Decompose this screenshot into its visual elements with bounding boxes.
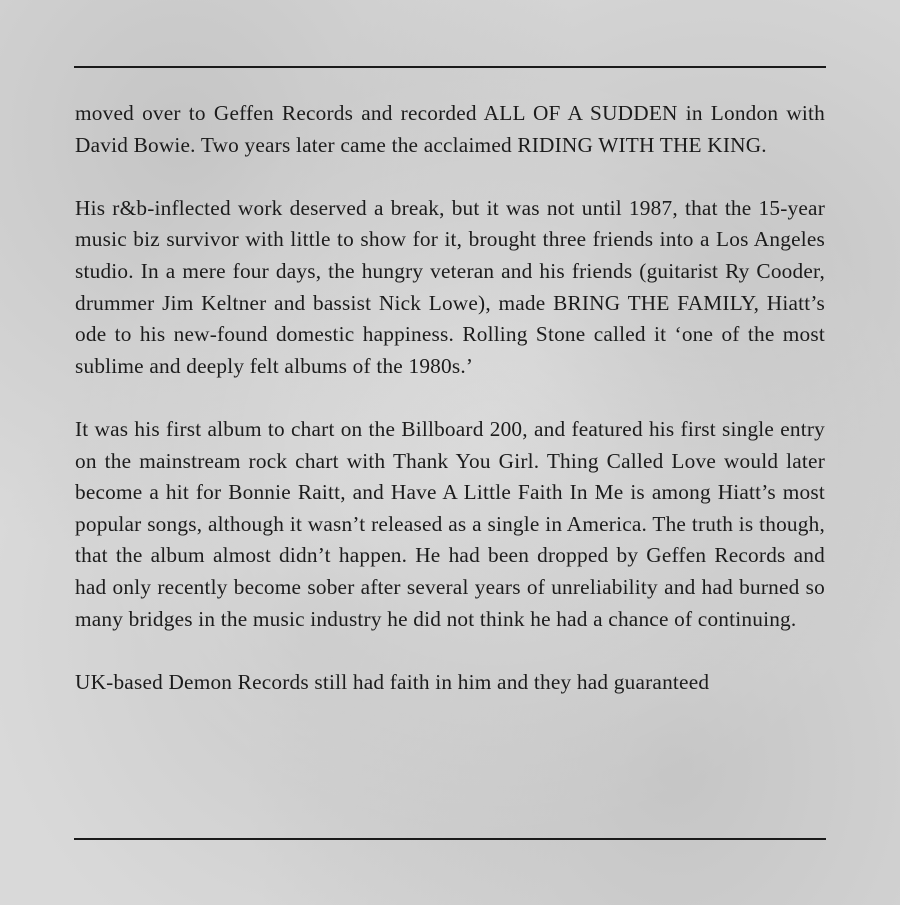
bottom-divider — [74, 838, 826, 840]
paragraph-2: His r&b-inflected work deserved a break, but it was not until 1987, that the 15-year music biz survivor with little to show for it, brought three friends into a Los Angeles studio. In a mere four days, the hungry veteran and his friends (guitarist Ry Cooder, drummer Jim Keltner and bassist Nick Lowe), made BRING THE FAMILY, Hiatt’s ode to his new-found domestic happiness. Rolling Stone called it ‘one of the most sublime and deeply felt albums of the 1980s.’ — [75, 195, 825, 378]
paragraph-1: moved over to Geffen Records and recorded ALL OF A SUDDEN in London with David Bowie. Two years later came the acclaimed RIDING WITH THE KING. — [75, 101, 825, 157]
paragraph-3: It was his first album to chart on the Billboard 200, and featured his first single entry on the mainstream rock chart with Thank You Girl. Thing Called Love would later become a hit for Bonnie Raitt, and Have A Little Faith In Me is among Hiatt’s most popular songs, although it wasn’t released as a single in America. The truth is though, that the album almost didn’t happen. He had been dropped by Geffen Records and had only recently become sober after several years of unreliability and had burned so many bridges in the music industry he did not think he had a chance of continuing. — [75, 416, 825, 631]
top-divider — [74, 66, 826, 68]
paragraph-4: UK-based Demon Records still had faith in him and they had guaranteed — [75, 669, 710, 694]
body-text — [75, 98, 825, 698]
